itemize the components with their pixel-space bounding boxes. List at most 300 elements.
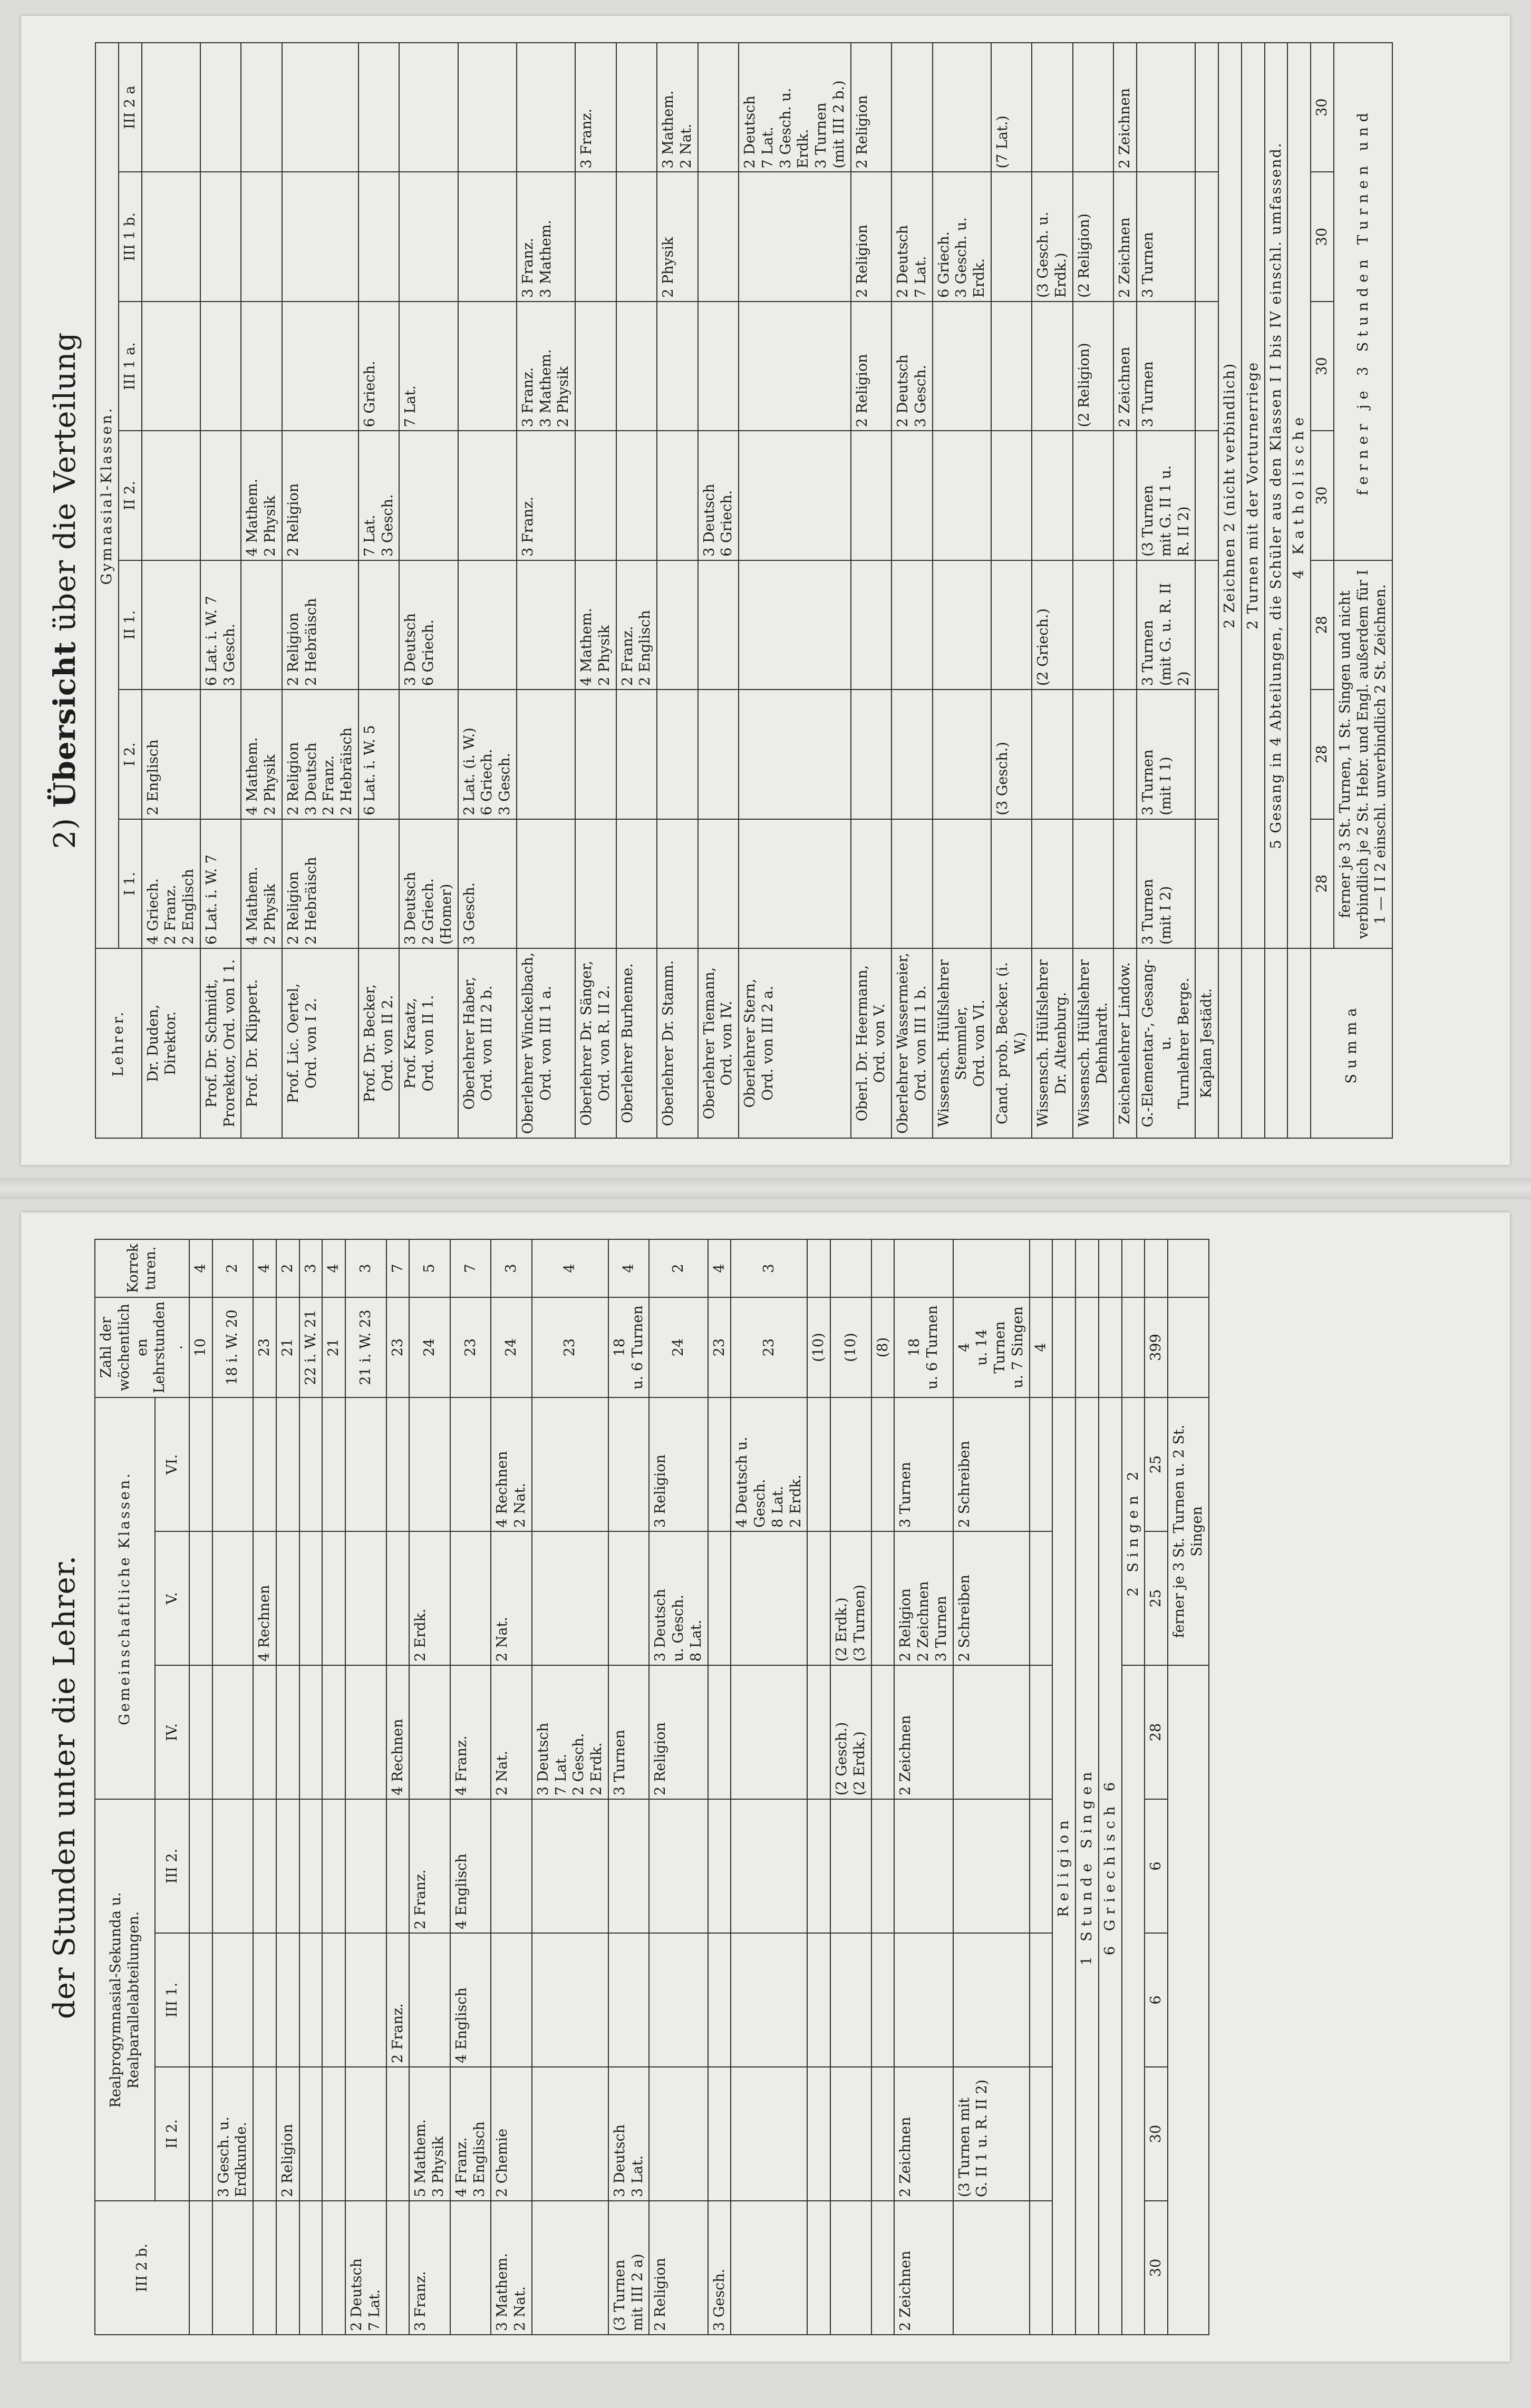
lesson-cell (212, 2201, 254, 2335)
lesson-cell (851, 560, 892, 690)
heading-rest: über die Verteilung (48, 332, 82, 632)
lesson-cell (345, 1799, 386, 1933)
lesson-cell (894, 1933, 953, 2067)
blank-cell (1287, 948, 1311, 1138)
summa-value: 30 (1145, 2067, 1168, 2201)
lesson-cell (532, 2067, 608, 2201)
span-note-row (1075, 1239, 1099, 2335)
lesson-cell (657, 560, 698, 690)
lesson-cell: 3 Turnen (mit I 1) (1137, 690, 1195, 819)
singen-row (1122, 1239, 1145, 2335)
weekly-hours-cell: 23 (253, 1297, 276, 1397)
lesson-cell (991, 302, 1032, 431)
lesson-cell (189, 1933, 212, 2067)
lesson-cell (253, 1799, 276, 1933)
teacher-row (345, 1239, 386, 2335)
lesson-cell: 3 Turnen (1137, 302, 1195, 431)
lesson-cell (708, 1799, 731, 1933)
teacher-row (1113, 43, 1137, 1138)
lesson-cell (322, 2067, 345, 2201)
summa-note-right: ferner je 3 St. Turnen u. 2 St. Singen (1168, 1397, 1209, 1665)
lesson-cell (807, 2201, 830, 2335)
weekly-hours-cell: 21 i. W. 23 (345, 1297, 386, 1397)
lesson-cell (657, 819, 698, 948)
teacher-row (851, 43, 892, 1138)
summa-row (1145, 1239, 1168, 2335)
teacher-name: Prof. Dr. Becker, Ord. von II 2. (358, 948, 400, 1138)
lesson-cell (1030, 2201, 1053, 2335)
lesson-cell (616, 302, 657, 431)
teacher-row (142, 43, 200, 1138)
gymnasial-group-header: Gymnasial-Klassen. (95, 43, 119, 948)
teacher-row (491, 1239, 532, 2335)
lesson-cell (299, 1933, 323, 2067)
lesson-cell: 6 Lat. i. W. 7 (200, 819, 241, 948)
lesson-cell (241, 172, 282, 301)
religion-span-note: Religion (1052, 1397, 1075, 2335)
weekly-hours-cell: 18 i. W. 20 (212, 1297, 254, 1397)
lesson-cell (276, 2201, 299, 2335)
lesson-cell (1032, 302, 1073, 431)
lesson-cell: 4 Englisch (450, 1799, 491, 1933)
lesson-cell: (3 Turnen mit III 2 a) (608, 2201, 650, 2335)
lesson-cell: 2 Religion 3 Deutsch 2 Franz. 2 Hebräisch (282, 690, 358, 819)
blank-cell (1168, 1297, 1209, 1397)
class-header: II 2. (119, 431, 142, 560)
teacher-row (575, 43, 616, 1138)
summa-value: 30 (1311, 43, 1334, 172)
lesson-cell (189, 1531, 212, 1665)
teacher-row (212, 1239, 254, 2335)
common-group-header: Gemeinschaftliche Klassen. (95, 1397, 155, 1799)
teacher-row (409, 1239, 450, 2335)
corrections-cell (1030, 1239, 1053, 1297)
lesson-cell (575, 172, 616, 301)
lesson-cell (871, 1665, 895, 1799)
lesson-cell (830, 2067, 871, 2201)
lesson-cell (649, 1799, 708, 1933)
lesson-cell: 4 Franz. 3 Englisch (450, 2067, 491, 2201)
lesson-cell (517, 560, 575, 690)
page-heading-continued: der Stunden unter die Lehrer. (47, 1555, 82, 2019)
lesson-cell (358, 43, 400, 172)
lesson-cell (276, 1933, 299, 2067)
lesson-cell (649, 2067, 708, 2201)
corrections-cell (807, 1239, 830, 1297)
teacher-row (731, 1239, 807, 2335)
lesson-cell (851, 431, 892, 560)
lesson-cell: 2 Erdk. (409, 1531, 450, 1665)
teacher-row (991, 43, 1032, 1138)
class-header: III 1 a. (119, 302, 142, 431)
summa-value: 30 (1311, 431, 1334, 560)
lesson-cell: 2 Religion (851, 302, 892, 431)
lesson-cell (189, 1799, 212, 1933)
teacher-name: Oberlehrer Tiemann, Ord. von IV. (698, 948, 739, 1138)
lesson-cell (698, 302, 739, 431)
class-header: V. (155, 1531, 189, 1665)
teacher-row (322, 1239, 345, 2335)
lesson-cell (253, 2067, 276, 2201)
blank-cell (1168, 1239, 1209, 1297)
lesson-cell: 4 Englisch (450, 1933, 491, 2067)
teacher-name: Prof. Dr. Schmidt, Prorektor, Ord. von I 1. (200, 948, 241, 1138)
lesson-cell: 2 Religion (851, 172, 892, 301)
lesson-cell: 2 Zeichnen (1113, 302, 1137, 431)
summa-row (1311, 43, 1334, 1138)
lesson-cell (871, 2067, 895, 2201)
turnen-span-note: 2 Turnen mit der Vorturnerriege (1242, 43, 1265, 948)
lesson-cell (1030, 2067, 1053, 2201)
lesson-cell: 2 Religion (649, 2201, 708, 2335)
teacher-name: Oberlehrer Dr. Stamm. (657, 948, 698, 1138)
weekly-hours-cell: 23 (731, 1297, 807, 1397)
weekly-hours-cell: 21 (276, 1297, 299, 1397)
teacher-row (657, 43, 698, 1138)
lesson-cell (1195, 690, 1218, 819)
lesson-cell (189, 2201, 212, 2335)
class-header: III 2 a (119, 43, 142, 172)
lesson-cell (1195, 560, 1218, 690)
lesson-cell: 2 Zeichnen (1113, 172, 1137, 301)
lesson-cell: (2 Griech.) (1032, 560, 1073, 690)
lesson-cell (322, 1799, 345, 1933)
book-gutter (0, 1178, 1531, 1199)
summa-note-mid: ferner je 3 Stunden Turnen und (1334, 43, 1392, 560)
lesson-cell (491, 1799, 532, 1933)
lesson-cell (200, 43, 241, 172)
lesson-cell: 2 Franz. (409, 1799, 450, 1933)
lesson-cell (253, 1665, 276, 1799)
singen-span-note: 1 Stunde Singen (1075, 1397, 1099, 2335)
class-header: VI. (155, 1397, 189, 1531)
lesson-cell (892, 560, 933, 690)
blank-cell (1052, 1297, 1075, 1397)
lesson-cell: 2 Deutsch 3 Gesch. (892, 302, 933, 431)
lesson-cell: 2 Franz. (386, 1933, 410, 2067)
lesson-cell: 4 Rechnen (386, 1665, 410, 1799)
lesson-cell (142, 302, 200, 431)
lesson-cell: 6 Griech. 3 Gesch. u. Erdk. (933, 172, 991, 301)
lesson-cell (807, 1665, 830, 1799)
lesson-cell (253, 2201, 276, 2335)
weekly-hours-cell: 4 u. 14 Turnen u. 7 Singen (953, 1297, 1030, 1397)
class-header: I 1. (119, 819, 142, 948)
weekly-hours-cell: 18 u. 6 Turnen (894, 1297, 953, 1397)
lesson-cell (241, 302, 282, 431)
lesson-cell: 3 Deutsch 2 Griech. (Homer) (399, 819, 458, 948)
corrections-cell (871, 1239, 895, 1297)
lesson-cell (450, 2201, 491, 2335)
teacher-name: Oberlehrer Burhenne. (616, 948, 657, 1138)
lesson-cell (649, 1933, 708, 2067)
summa-value: 28 (1145, 1665, 1168, 1799)
lesson-cell (851, 819, 892, 948)
teacher-name: Cand. prob. Becker. (i. W.) (991, 948, 1032, 1138)
lesson-cell: 3 Mathem. 2 Nat. (657, 43, 698, 172)
zeichnen-span-note: 2 Zeichnen 2 (nicht verbindlich) (1218, 43, 1242, 948)
lesson-cell (532, 1531, 608, 1665)
corrections-cell: 3 (299, 1239, 323, 1297)
corrections-cell: 4 (532, 1239, 608, 1297)
lesson-cell (698, 172, 739, 301)
lesson-cell: 6 Griech. (358, 302, 400, 431)
teacher-row (399, 43, 458, 1138)
lesson-cell: 2 Religion (276, 2067, 299, 2201)
lesson-cell: 3 Franz. (517, 431, 575, 560)
lesson-cell (575, 431, 616, 560)
lesson-cell (345, 2067, 386, 2201)
lesson-cell (731, 1933, 807, 2067)
lesson-cell (409, 1397, 450, 1531)
lesson-cell (1137, 43, 1195, 172)
lesson-cell (1195, 819, 1218, 948)
teacher-name: Oberlehrer Dr. Sänger, Ord. von R. II 2. (575, 948, 616, 1138)
lesson-cell (871, 1397, 895, 1531)
lesson-cell: 3 Franz. (575, 43, 616, 172)
teacher-row (871, 1239, 895, 2335)
lesson-cell (1032, 431, 1073, 560)
lesson-cell (698, 43, 739, 172)
lesson-cell (933, 302, 991, 431)
teacher-row (282, 43, 358, 1138)
summa-value: 6 (1145, 1799, 1168, 1933)
teacher-row (807, 1239, 830, 2335)
blank-cell (1099, 1297, 1122, 1397)
teacher-row (708, 1239, 731, 2335)
weekly-hours-cell: (10) (807, 1297, 830, 1397)
lesson-cell (616, 819, 657, 948)
lesson-cell (142, 560, 200, 690)
teacher-row (1032, 43, 1073, 1138)
lesson-cell: 3 Deutsch 3 Lat. (608, 2067, 650, 2201)
lesson-cell (807, 1531, 830, 1665)
lesson-cell (739, 690, 851, 819)
lesson-cell (517, 819, 575, 948)
summa-value: 30 (1311, 302, 1334, 431)
lesson-cell (189, 1397, 212, 1531)
lesson-cell (731, 1531, 807, 1665)
lesson-cell (933, 819, 991, 948)
lesson-cell: 7 Lat. (399, 302, 458, 431)
lesson-cell (532, 2201, 608, 2335)
span-note-row (1099, 1239, 1122, 2335)
weekly-hours-cell: 22 i. W. 21 (299, 1297, 323, 1397)
lesson-cell: 2 Zeichnen (1113, 43, 1137, 172)
corrections-header: Korrekturen. (95, 1239, 189, 1297)
lesson-cell: 4 Mathem. 2 Physik (575, 560, 616, 690)
blank-cell (1242, 948, 1265, 1138)
lesson-cell (953, 2201, 1030, 2335)
summa-value: 30 (1311, 172, 1334, 301)
lesson-cell (698, 690, 739, 819)
lesson-cell (212, 1665, 254, 1799)
lesson-cell (200, 690, 241, 819)
lesson-cell (142, 172, 200, 301)
corrections-cell: 4 (189, 1239, 212, 1297)
lesson-cell (282, 302, 358, 431)
span-note-row (1218, 43, 1242, 1138)
lesson-cell (200, 302, 241, 431)
lesson-cell (1113, 431, 1137, 560)
lesson-cell: (2 Religion) (1073, 302, 1114, 431)
teacher-row (458, 43, 517, 1138)
page-left-half (21, 16, 1510, 1165)
teacher-name: Kaplan Jestädt. (1195, 948, 1218, 1138)
lesson-cell (1113, 690, 1137, 819)
lesson-cell (1073, 431, 1114, 560)
lesson-cell (322, 1665, 345, 1799)
lesson-cell (1032, 43, 1073, 172)
lesson-cell: 2 Physik (657, 172, 698, 301)
lesson-cell: 2 Chemie (491, 2067, 532, 2201)
summa-value: 28 (1311, 819, 1334, 948)
lesson-cell (892, 819, 933, 948)
lesson-cell: 2 Schreiben (953, 1531, 1030, 1665)
lesson-cell: 4 Mathem. 2 Physik (241, 431, 282, 560)
lesson-cell (991, 560, 1032, 690)
lesson-cell: 4 Mathem. 2 Physik (241, 690, 282, 819)
teacher-name: Oberlehrer Haber, Ord. von III 2 b. (458, 948, 517, 1138)
lesson-cell (575, 302, 616, 431)
lesson-cell: 2 Franz. 2 Englisch (616, 560, 657, 690)
lesson-cell: 3 Turnen (894, 1397, 953, 1531)
lesson-cell (450, 1531, 491, 1665)
weekly-hours-cell: 23 (450, 1297, 491, 1397)
lesson-cell (830, 1397, 871, 1531)
blank-cell (1075, 1297, 1099, 1397)
lesson-cell (616, 690, 657, 819)
lesson-cell (830, 1933, 871, 2067)
distribution-table-right (94, 1239, 1209, 2335)
lesson-cell (731, 2201, 807, 2335)
page-heading: 2) Übersicht über die Verteilung (47, 332, 82, 849)
lesson-cell (276, 1799, 299, 1933)
lesson-cell: 2 Zeichnen (894, 1665, 953, 1799)
lesson-cell (933, 560, 991, 690)
lesson-cell: (2 Religion) (1073, 172, 1114, 301)
teacher-row (953, 1239, 1030, 2335)
lesson-cell (409, 1665, 450, 1799)
lesson-cell (1030, 1933, 1053, 2067)
lesson-cell (276, 1397, 299, 1531)
blank-cell (1265, 948, 1288, 1138)
lesson-cell (871, 1799, 895, 1933)
blank-cell (1122, 1665, 1145, 2335)
teacher-row (608, 1239, 650, 2335)
heading-bold: Übersicht (47, 641, 82, 808)
lesson-cell (1030, 1665, 1053, 1799)
teacher-name: Oberlehrer Winckelbach, Ord. von III 1 a. (517, 948, 575, 1138)
blank-cell (1052, 1239, 1075, 1297)
lesson-cell: 2 Englisch (142, 690, 200, 819)
teacher-row (276, 1239, 299, 2335)
lesson-cell (1195, 172, 1218, 301)
lesson-cell (698, 819, 739, 948)
class-header: II 1. (119, 560, 142, 690)
lesson-cell (386, 2067, 410, 2201)
weekly-hours-cell: 18 u. 6 Turnen (608, 1297, 650, 1397)
lesson-cell (189, 2067, 212, 2201)
lesson-cell (241, 560, 282, 690)
lesson-cell (299, 2067, 323, 2201)
lesson-cell (517, 690, 575, 819)
lesson-cell (991, 431, 1032, 560)
lesson-cell (657, 690, 698, 819)
lesson-cell (731, 1799, 807, 1933)
lesson-cell (830, 2201, 871, 2335)
summa-note-left: ferner je 3 St. Turnen, 1 St. Singen und nicht verbindlich je 2 St. Hebr. und Engl. außerdem für I 1 — I I 2 einschl. unverbindlich 2 St. Zeichnen. (1334, 560, 1392, 948)
lesson-cell: 3 Turnen (mit G. u. R. II 2) (1137, 560, 1195, 690)
weekly-hours-cell: 24 (409, 1297, 450, 1397)
lesson-cell (322, 1531, 345, 1665)
lesson-cell (399, 43, 458, 172)
lesson-cell: 6 Lat. i. W. 7 3 Gesch. (200, 560, 241, 690)
lesson-cell: 2 Nat. (491, 1531, 532, 1665)
corrections-cell (953, 1239, 1030, 1297)
lesson-cell: 2 Religion 2 Hebräisch (282, 560, 358, 690)
lesson-cell (458, 302, 517, 431)
lesson-cell (708, 1933, 731, 2067)
weekly-hours-cell: 24 (649, 1297, 708, 1397)
lesson-cell (253, 1933, 276, 2067)
teacher-row (830, 1239, 871, 2335)
corrections-cell: 7 (450, 1239, 491, 1297)
summa-value: 25 (1145, 1397, 1168, 1531)
teacher-name: Oberlehrer Stern, Ord. von III 2 a. (739, 948, 851, 1138)
teacher-name: Zeichenlehrer Lindow. (1113, 948, 1137, 1138)
lesson-cell (933, 431, 991, 560)
lesson-cell (807, 1799, 830, 1933)
summa-value: 25 (1145, 1531, 1168, 1665)
corrections-cell: 2 (276, 1239, 299, 1297)
lesson-cell: 2 Deutsch 7 Lat. (892, 172, 933, 301)
weekly-hours-cell: 21 (322, 1297, 345, 1397)
teacher-name: G.-Elementar-, Gesang- u. Turnlehrer Berge. (1137, 948, 1195, 1138)
lesson-cell (458, 560, 517, 690)
lesson-cell (616, 172, 657, 301)
lesson-cell (871, 1531, 895, 1665)
lesson-cell: 4 Griech. 2 Franz. 2 Englisch (142, 819, 200, 948)
lesson-cell: 2 Deutsch 7 Lat. (345, 2201, 386, 2335)
lesson-cell (299, 1397, 323, 1531)
lesson-cell (953, 1799, 1030, 1933)
lesson-cell (1195, 431, 1218, 560)
summa-label: Summa (1311, 948, 1392, 1138)
lesson-cell (851, 690, 892, 819)
lesson-cell (892, 431, 933, 560)
teacher-row (1073, 43, 1114, 1138)
weekly-hours-cell: 23 (708, 1297, 731, 1397)
lesson-cell: 4 Deutsch u. Gesch. 8 Lat. 2 Erdk. (731, 1397, 807, 1531)
corrections-cell: 3 (345, 1239, 386, 1297)
lesson-cell (322, 1933, 345, 2067)
blank-cell (1168, 1665, 1209, 2335)
corrections-cell: 5 (409, 1239, 450, 1297)
lesson-cell (892, 690, 933, 819)
lesson-cell: 3 Gesch. (708, 2201, 731, 2335)
lesson-cell: (2 Gesch.) (2 Erdk.) (830, 1665, 871, 1799)
lesson-cell: 2 Religion (649, 1665, 708, 1799)
lesson-cell: (7 Lat.) (991, 43, 1032, 172)
lesson-cell (1073, 819, 1114, 948)
teacher-row (189, 1239, 212, 2335)
lesson-cell: (3 Gesch.) (991, 690, 1032, 819)
real-group-header: Realprogymnasial-Sekunda u. Realparallelabteilungen. (95, 1799, 155, 2201)
teacher-row (616, 43, 657, 1138)
summa-value: 28 (1311, 560, 1334, 690)
lesson-cell (739, 560, 851, 690)
